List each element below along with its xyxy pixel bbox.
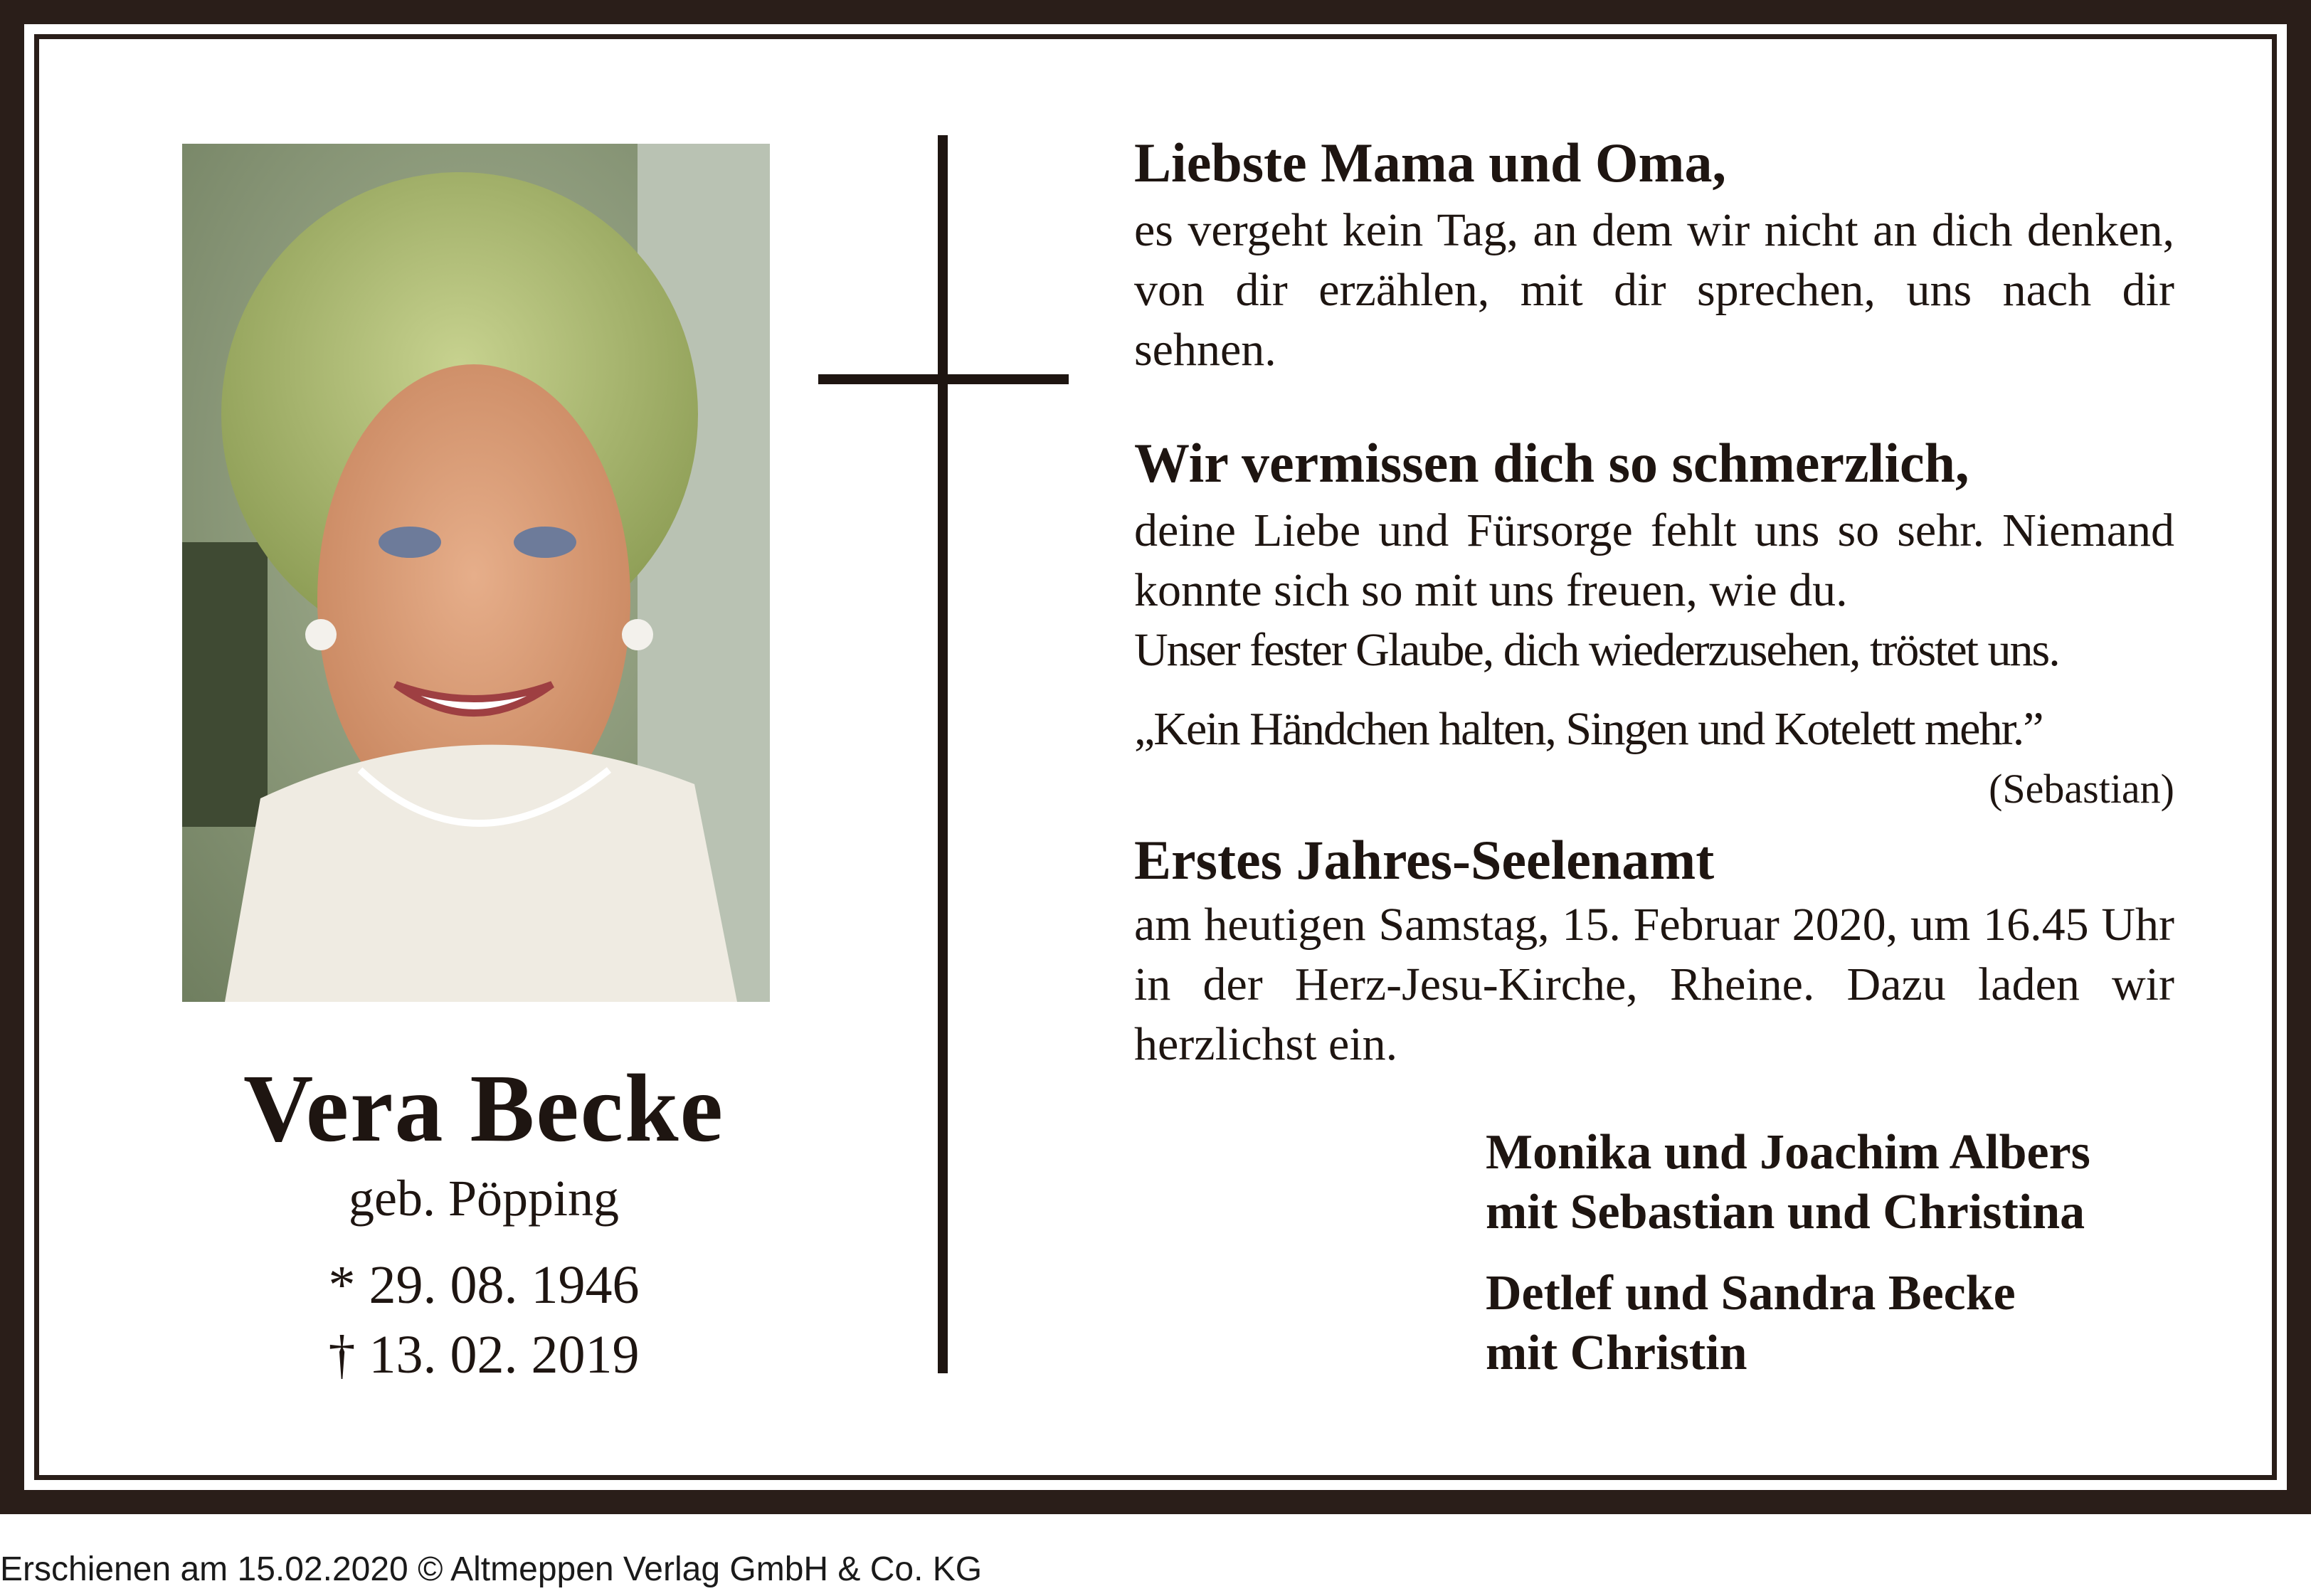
signer-line: mit Sebastian und Christina	[1486, 1185, 2085, 1240]
quote-author: (Sebastian)	[1989, 766, 2174, 812]
section-heading: Liebste Mama und Oma,	[1134, 132, 1727, 194]
quote-block	[1134, 703, 2174, 812]
signer-group	[1486, 1264, 2197, 1383]
signer-line: Monika und Joachim Albers	[1486, 1125, 2090, 1180]
section-heading: Erstes Jahres-Seelenamt	[1134, 829, 1715, 891]
signer-line: Detlef und Sandra Becke	[1486, 1266, 2016, 1321]
portrait-photo	[182, 144, 770, 1002]
death-date: † 13. 02. 2019	[328, 1325, 640, 1385]
maiden-name: geb. Pöpping	[348, 1170, 619, 1227]
section-heading: Wir vermissen dich so schmerzlich,	[1134, 432, 1969, 494]
section-remembrance	[1134, 132, 2174, 380]
section-text: Unser fester Glaube, dich wiederzusehen, tröstet uns.	[1134, 624, 2059, 676]
signer-group	[1486, 1123, 2197, 1242]
section-missing	[1134, 432, 2174, 680]
deceased-name: Vera Becke	[243, 1055, 724, 1162]
latin-cross-icon	[938, 135, 948, 1373]
birth-date: * 29. 08. 1946	[328, 1255, 640, 1315]
signer-line: mit Christin	[1486, 1326, 1747, 1380]
section-text: es vergeht kein Tag, an dem wir nicht an dich denken, von dir erzählen, mit dir sprechen, uns nach dir sehnen.	[1134, 204, 2174, 376]
section-text: am heutigen Samstag, 15. Februar 2020, um 16.45 Uhr in der Herz-Jesu-Kirche, Rheine. Dazu laden wir herzlichst ein.	[1134, 899, 2174, 1070]
publication-footer: Erschienen am 15.02.2020 © Altmeppen Verlag GmbH & Co. KG	[0, 1550, 983, 1588]
section-service	[1134, 829, 2174, 1074]
quote-text: „Kein Händchen halten, Singen und Kotelett mehr.”	[1134, 703, 2043, 755]
section-text: deine Liebe und Fürsorge fehlt uns so sehr. Niemand konnte sich so mit uns freuen, wie du.	[1134, 504, 2174, 616]
latin-cross-icon-crossbar	[818, 374, 1069, 384]
